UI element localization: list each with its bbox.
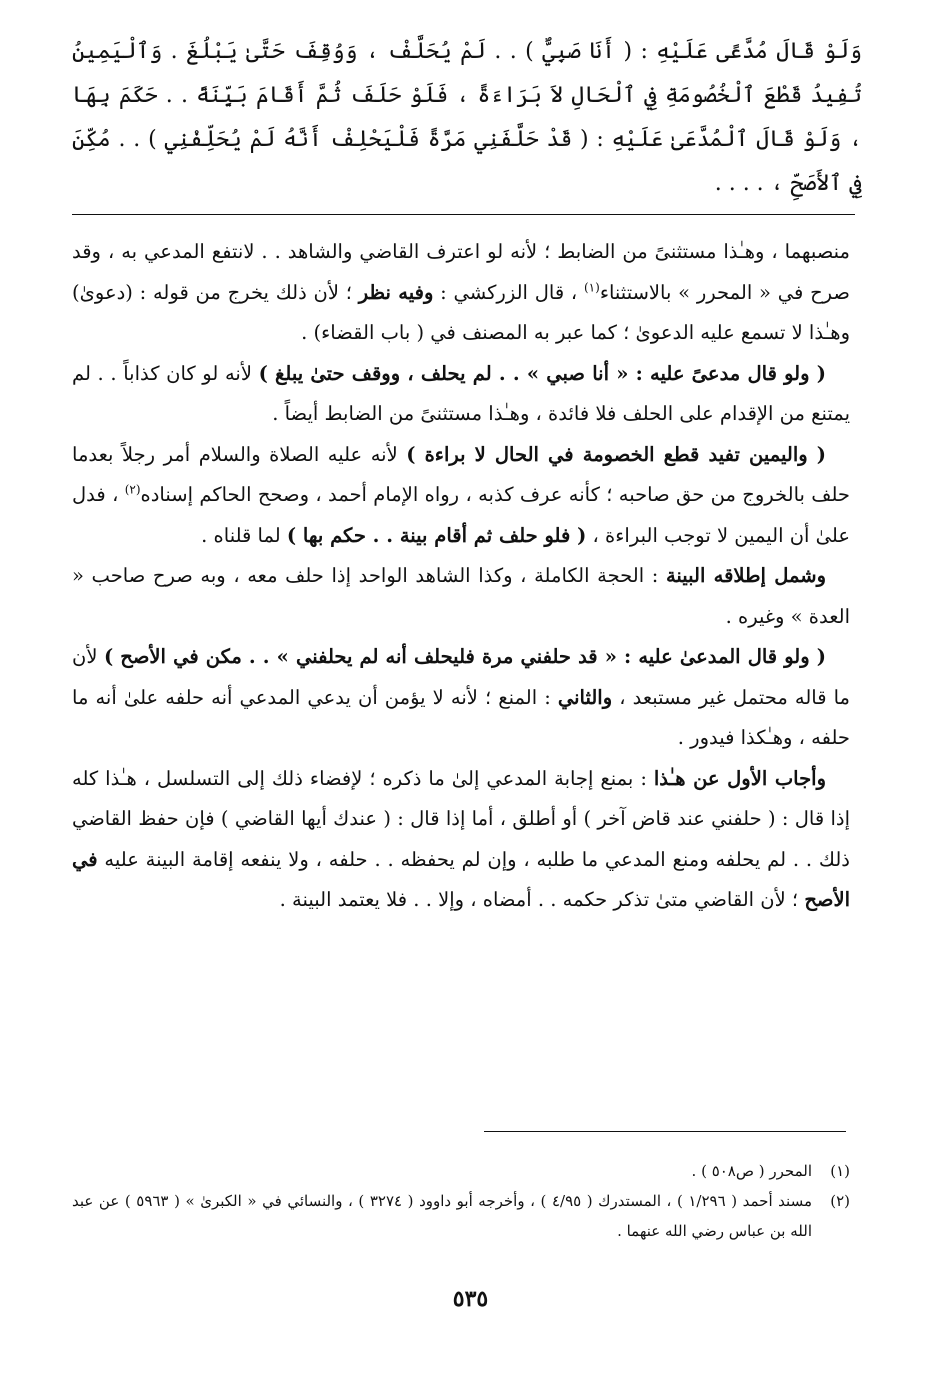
p2-text-a: لأنه لو كان كذاباً . . لم يمتنع من الإقدام على الحلف فلا فائدة ، وهـٰذا مستثنىً من الضابط أيضاً .	[72, 361, 850, 425]
p6-text-a: : بمنع إجابة المدعي إلىٰ ما ذكره ؛ لإفضاء ذلك إلى التسلسل ، هـٰذا كله إذا قال : ( حلفني عند قاض آخر ) أو أطلق ، أما إذا قال : ( عندك أيها القاضي ) فإن حفظ القاضي ذلك . . لم يحلفه ومنع المدعي ما طلبه ، وإن لم يحفظه . . حلفه ، ولا ينفعه إقامة البينة عليه	[72, 766, 850, 871]
p6-text-b: ؛ لأن القاضي متىٰ تذكر حكمه . . أمضاه ، وإلا . . فلا يعتمد البينة .	[279, 888, 805, 911]
p5-text-a: لأن ما قاله محتمل غير مستبعد ،	[72, 645, 850, 709]
commentary-paragraph-2	[72, 354, 850, 435]
footnote-ref-2[interactable]: (٢)	[124, 482, 141, 497]
footnote-text: مسند أحمد ( ١/٢٩٦ ) ، المستدرك ( ٤/٩٥ ) ، وأخرجه أبو داوود ( ٣٢٧٤ ) ، والنسائي في « الكبرىٰ » ( ٥٩٦٣ ) عن عبد الله بن عباس رضي الله عنهما .	[72, 1192, 813, 1240]
p6-bold-1: وأجاب الأول عن هـٰذا	[653, 766, 827, 790]
p1-text-b: ، قال الزركشي :	[433, 280, 584, 304]
footnote-number: (٢)	[830, 1192, 850, 1210]
p4-bold-1: وشمل إطلاقه البينة	[665, 564, 826, 587]
p3-bold-2: ( فلو حلف ثم أقام بينة . . حكم بها )	[286, 523, 587, 547]
footnote-number: (١)	[830, 1162, 850, 1180]
footnote-separator-rule	[484, 1131, 846, 1132]
commentary-paragraph-4	[72, 556, 850, 637]
commentary-paragraph-3	[72, 435, 850, 557]
p3-text-c: لما قلناه .	[201, 523, 287, 547]
p3-text-b: ، فدل علىٰ أن اليمين لا توجب البراءة ،	[72, 483, 850, 547]
p6-bold-2: في الأصح	[72, 847, 850, 911]
p1-text-a: منصبهما ، وهـٰذا مستثنىً من الضابط ؛ لأنه لو اعترف القاضي والشاهد . . لانتفع المدعي به ، وقد صرح في « المحرر » بالاستثناء	[72, 240, 851, 304]
matn-separator-rule	[72, 214, 855, 215]
p1-text-c: ؛ لأن ذلك يخرج من قوله : (دعوىٰ) وهـٰذا لا تسمع عليه الدعوىٰ ؛ كما عبر به المصنف في ( باب القضاء) .	[72, 280, 850, 344]
p4-text-a: : الحجة الكاملة ، وكذا الشاهد الواحد إذا حلف معه ، وبه صرح صاحب « العدة » وغيره .	[72, 564, 850, 628]
main-text-matn	[72, 30, 862, 206]
p5-bold-2: والثاني	[557, 685, 613, 709]
matn-text: وَلَوْ قَالَ مُدَّعًى عَلَيْهِ : ( أَنَا صَبِيٌّ ) . . لَمْ يُحَلَّفْ ، وَوُقِفَ حَتَّىٰ يَبْلُغَ . وَٱلْيَمِينُ تُفِيدُ قَطْعَ ٱلْخُصُومَةِ فِي ٱلْحَالِ لاَ بَرَاءَةً ، فَلَوْ حَلَفَ ثُمَّ أَقَامَ بَيِّنَةً . . حَكَمَ بِهَا ، وَلَوْ قَالَ ٱلْمُدَّعَىٰ عَلَيْهِ : ( قَدْ حَلَّفَنِي مَرَّةً فَلْيَحْلِفْ أَنَّهُ لَمْ يُحَلِّفْنِي ) . . مُكِّنَ فِي ٱلأَصَحِّ ، . . . .	[72, 39, 862, 196]
commentary-sharh	[72, 232, 850, 921]
commentary-paragraph-5	[72, 637, 850, 759]
p5-text-b: : المنع ؛ لأنه لا يؤمن أن يدعي المدعي أنه حلفه علىٰ أنه ما حلفه ، وهـٰكذا فيدور .	[72, 685, 850, 749]
page-number: ٥٣٥	[452, 1286, 489, 1312]
footnote-text: المحرر ( ص٥٠٨ ) .	[691, 1162, 812, 1180]
footnote-2	[72, 1186, 850, 1246]
p1-bold-1: وفيه نظر	[358, 280, 434, 304]
footnote-ref-1[interactable]: (١)	[583, 280, 600, 294]
footnote-1	[72, 1156, 850, 1186]
p5-bold-1: ( ولو قال المدعىٰ عليه : « قد حلفني مرة فليحلف أنه لم يحلفني » . . مكن في الأصح )	[103, 645, 826, 668]
footnotes	[72, 1156, 850, 1246]
p3-bold-1: ( واليمين تفيد قطع الخصومة في الحال لا براءة )	[406, 442, 826, 466]
p2-bold-1: ( ولو قال مدعىً عليه : « أنا صبي » . . لم يحلف ، ووقف حتىٰ يبلغ )	[258, 361, 826, 385]
commentary-paragraph-6	[72, 759, 850, 921]
p3-text-a: لأنه عليه الصلاة والسلام أمر رجلاً بعدما حلف بالخروج من حق صاحبه ؛ كأنه عرف كذبه ، رواه الإمام أحمد ، وصحح الحاكم إسناده	[72, 442, 850, 506]
commentary-paragraph-1	[72, 232, 850, 354]
